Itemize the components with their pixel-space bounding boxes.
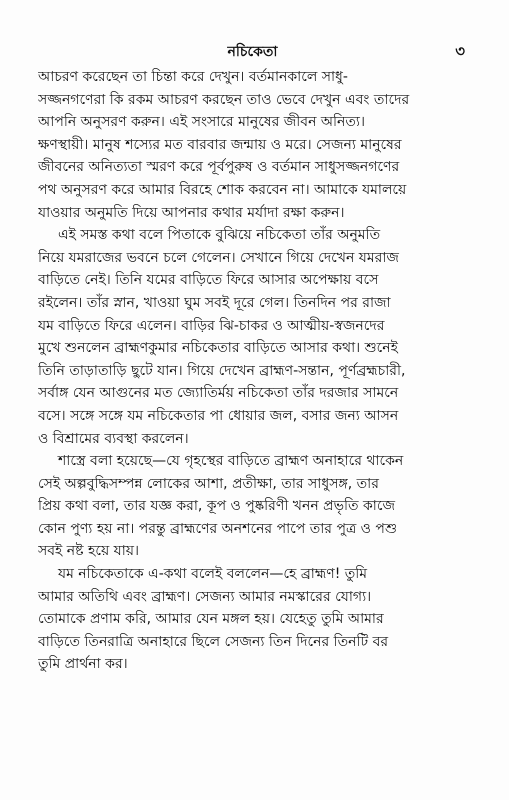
text-line: তিনি তাড়াতাড়ি ছুটে যান। গিয়ে দেখেন ব্রাহ্মণ-সন্তান, পূর্ণব্রহ্মচারী,: [38, 362, 406, 379]
text-line: নিয়ে যমরাজের ভবনে চলে গেলেন। সেখানে গিয়ে দেখেন যমরাজ: [38, 249, 399, 266]
text-line: তোমাকে প্রণাম করি, আমার যেন মঙ্গল হয়। যেহেতু তুমি আমার: [38, 611, 384, 628]
text-line: সজ্জনগণেরা কি রকম আচরণ করছেন তাও ভেবে দেখুন এবং তাদের: [38, 91, 410, 108]
text-line: মুখে শুনলেন ব্রাহ্মণকুমার নচিকেতার বাড়িতে আসার কথা। শুনেই: [38, 340, 398, 357]
paragraph-2: [38, 224, 475, 450]
paragraph-1: [38, 66, 475, 224]
page-number: ৩: [455, 42, 465, 60]
text-line: আমার অতিথি এবং ব্রাহ্মণ। সেজন্য আমার নমস্কারের যোগ্য।: [38, 588, 372, 605]
text-line: কোন পুণ্য হয় না। পরন্তু ব্রাহ্মণের অনশনের পাপে তার পুত্র ও পশু: [38, 520, 397, 537]
text-line: যাওয়ার অনুমতি দিয়ে আপনার কথার মর্যাদা রক্ষা করুন।: [38, 204, 345, 221]
text-line: যম নচিকেতাকে এ-কথা বলেই বললেন—হে ব্রাহ্মণ! তুমি: [58, 566, 368, 583]
running-title: নচিকেতা: [227, 44, 278, 60]
text-line: আচরণ করেছেন তা চিন্তা করে দেখুন। বর্তমানকালে সাধু-: [38, 69, 348, 85]
text-line: সর্বাঙ্গ যেন আগুনের মত জ্যোতির্ময় নচিকেতা তাঁর দরজার সামনে: [38, 385, 399, 402]
text-line: যম বাড়িতে ফিরে এলেন। বাড়ির ঝি-চাকর ও আত্মীয়-স্বজনদের: [38, 317, 385, 334]
body-text: [38, 66, 475, 676]
text-line: প্রিয় কথা বলা, তার যজ্ঞ করা, কূপ ও পুষ্করিণী খনন প্রভৃতি কাজে: [38, 498, 395, 515]
text-line: ও বিশ্রামের ব্যবস্থা করলেন।: [38, 430, 189, 447]
text-line: বসে। সঙ্গে সঙ্গে যম নচিকেতার পা ধোয়ার জল, বসার জন্য আসন: [38, 407, 399, 424]
text-line: সেই অল্পবুদ্ধিসম্পন্ন লোকের আশা, প্রতীক্ষা, তার সাধুসঙ্গ, তার: [38, 475, 379, 492]
text-line: বাড়িতে নেই। তিনি যমের বাড়িতে ফিরে আসার অপেক্ষায় বসে: [38, 272, 379, 289]
text-line: জীবনের অনিত্যতা স্মরণ করে পূর্বপুরুষ ও বর্তমান সাধুসজ্জনগণের: [38, 159, 400, 176]
text-line: বাড়িতে তিনরাত্রি অনাহারে ছিলে সেজন্য তিন দিনের তিনটি বর: [38, 633, 389, 650]
paragraph-3: [38, 450, 475, 563]
paragraph-4: [38, 563, 475, 676]
text-line: সবই নষ্ট হয়ে যায়।: [38, 543, 140, 560]
text-line: রইলেন। তাঁর স্নান, খাওয়া ঘুম সবই দূরে গেল। তিনদিন পর রাজা: [38, 294, 391, 311]
text-line: এই সমস্ত কথা বলে পিতাকে বুঝিয়ে নচিকেতা তাঁর অনুমতি: [58, 227, 381, 244]
text-line: পথ অনুসরণ করে আমার বিরহে শোক করবেন না। আমাকে যমালয়ে: [38, 181, 407, 198]
text-line: তুমি প্রার্থনা কর।: [38, 656, 128, 673]
text-line: ক্ষণস্থায়ী। মানুষ শস্যের মত বারবার জন্মায় ও মরে। সেজন্য মানুষের: [38, 136, 402, 153]
text-line: শাস্ত্রে বলা হয়েছে—যে গৃহস্থের বাড়িতে ব্রাহ্মণ অনাহারে থাকেন: [58, 453, 404, 470]
page-header: [40, 40, 465, 64]
text-line: আপনি অনুসরণ করুন। এই সংসারে মানুষের জীবন অনিত্য।: [38, 114, 365, 131]
